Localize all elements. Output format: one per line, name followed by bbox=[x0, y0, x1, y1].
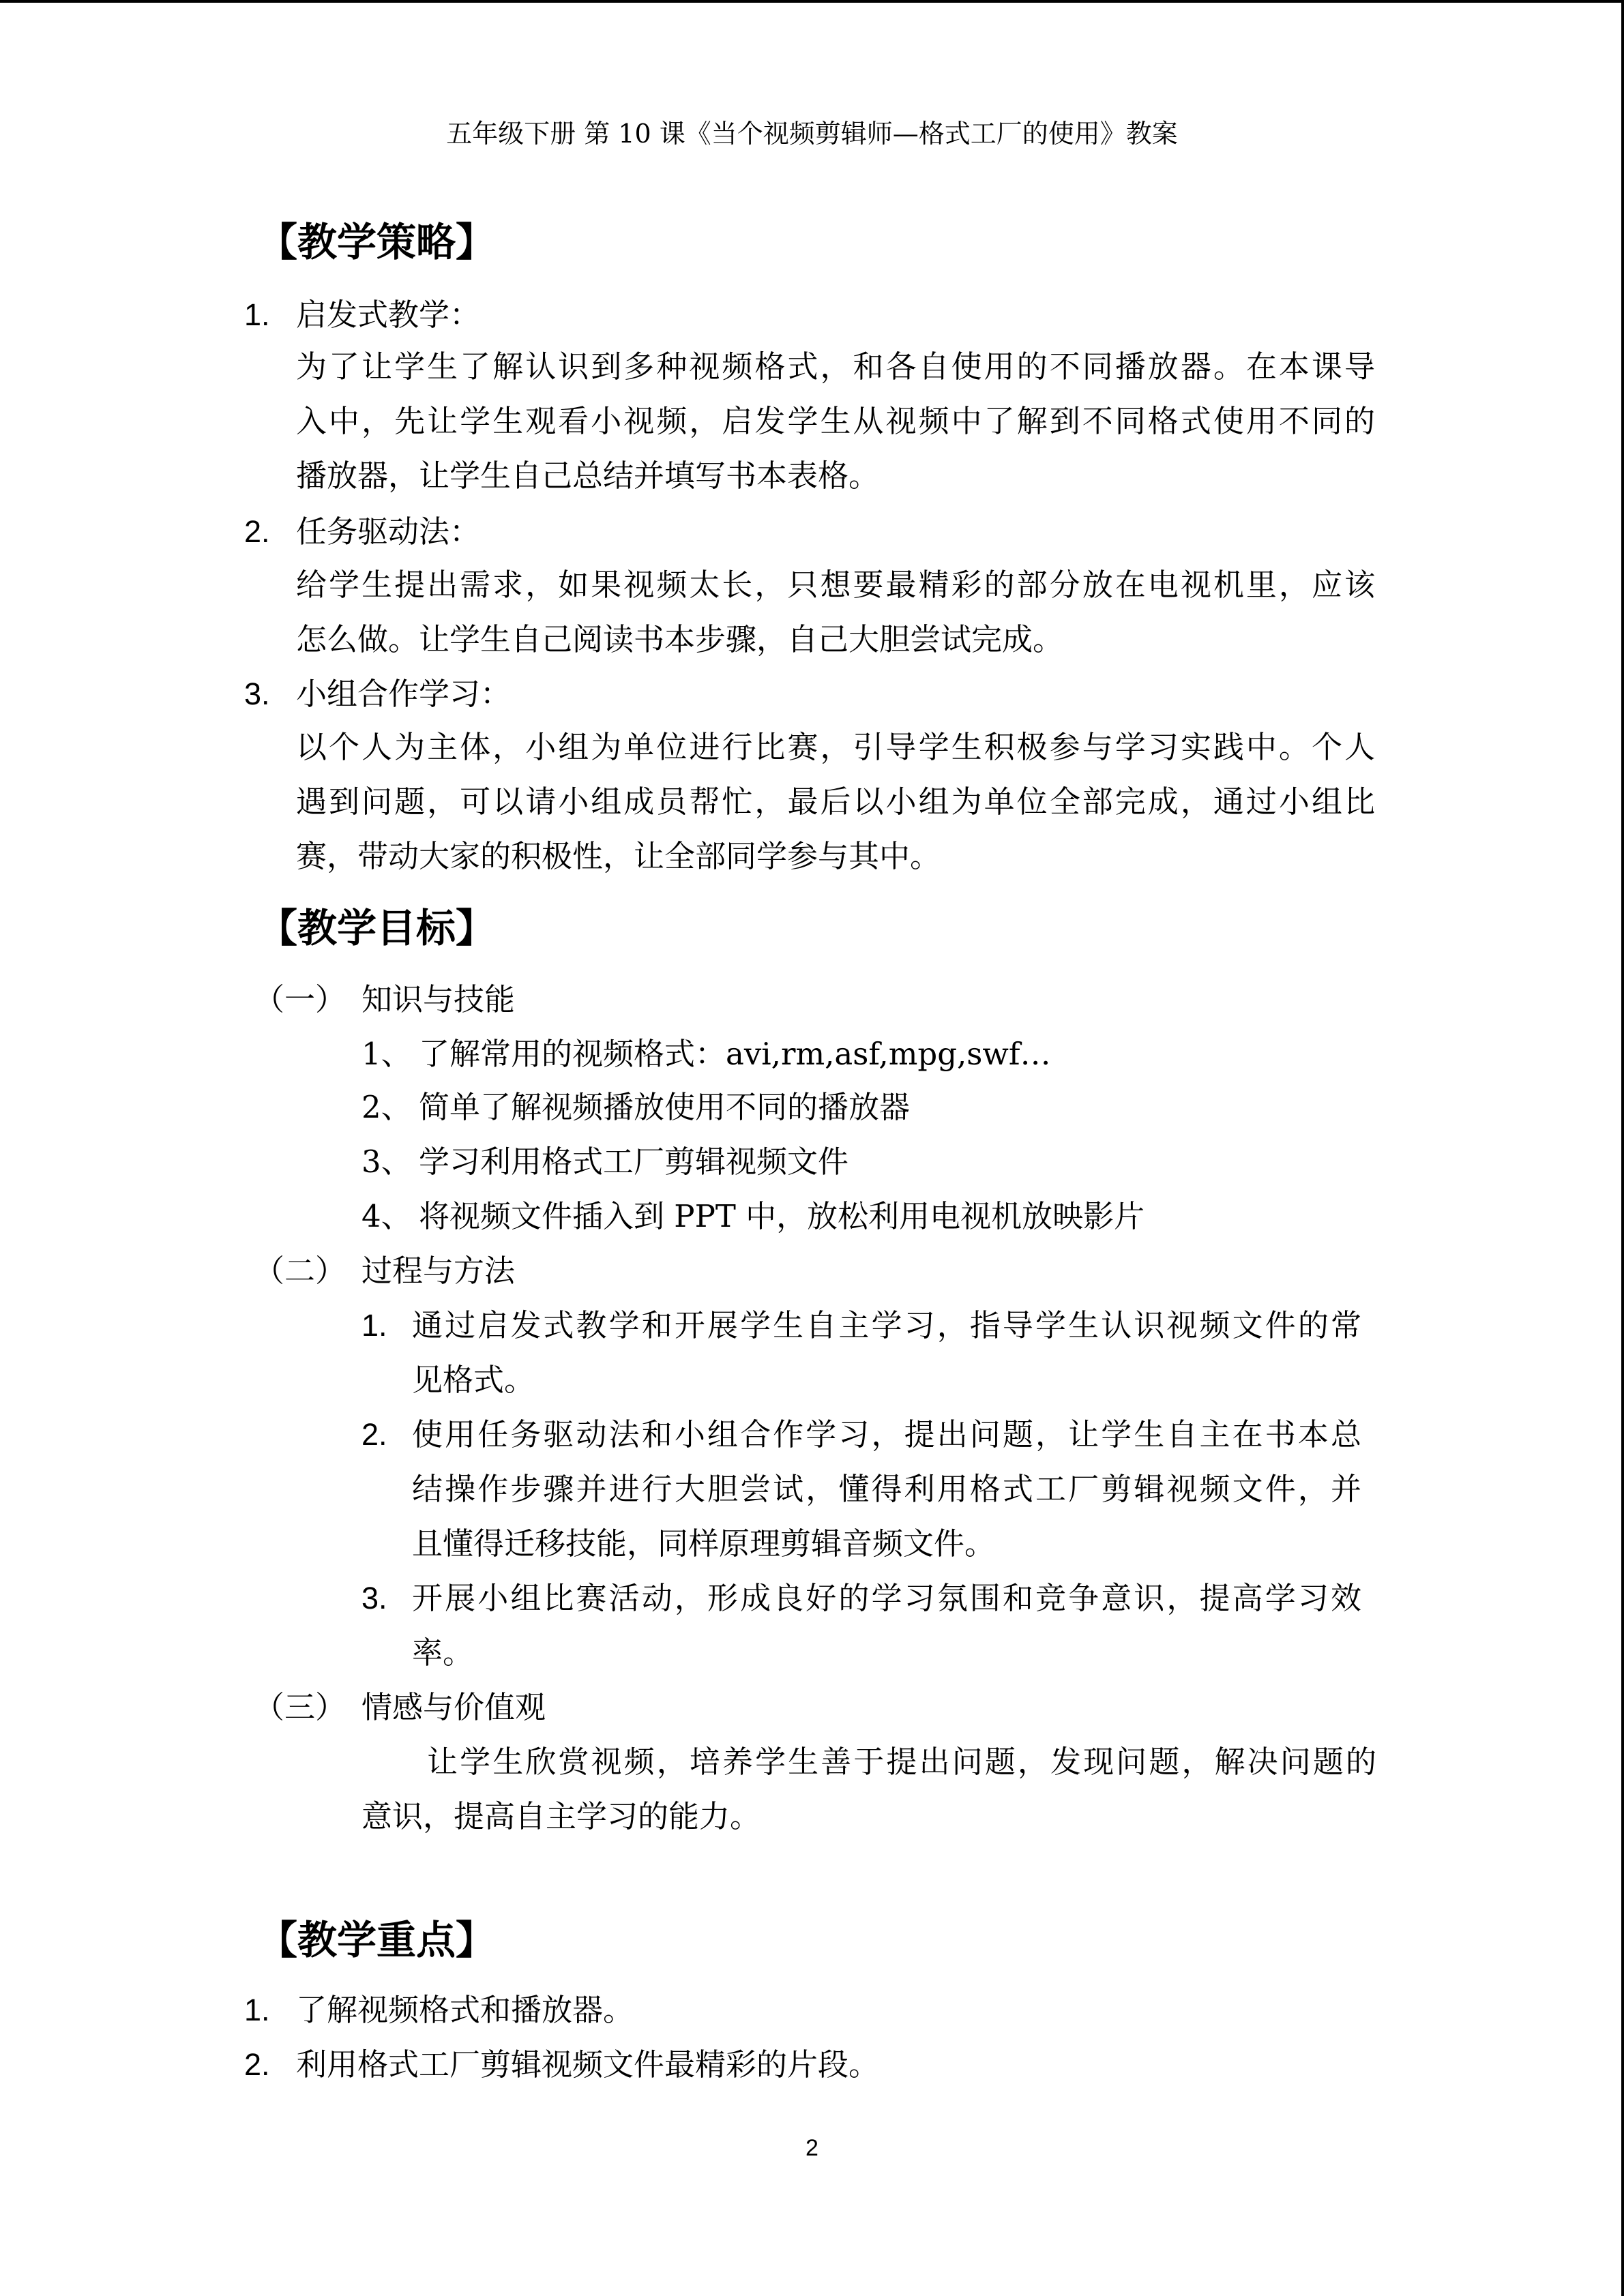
strategy-item-2-line-1: 给学生提出需求，如果视频太长，只想要最精彩的部分放在电视机里，应该 bbox=[296, 567, 1375, 603]
strategy-item-1-line-2: 入中，先让学生观看小视频，启发学生从视频中了解到不同格式使用不同的 bbox=[296, 403, 1375, 439]
process-item-1-number: 1. bbox=[361, 1308, 387, 1343]
strategy-heading: 【教学策略】 bbox=[258, 219, 496, 265]
process-item-2-line-2: 结操作步骤并进行大胆尝试，懂得利用格式工厂剪辑视频文件，并 bbox=[412, 1471, 1361, 1507]
knowledge-item-2-text: 简单了解视频播放使用不同的播放器 bbox=[419, 1089, 911, 1125]
knowledge-item-2-number: 2、 bbox=[361, 1089, 412, 1125]
goals-section-2-number: （二） bbox=[254, 1253, 346, 1289]
knowledge-item-4-number: 4、 bbox=[361, 1198, 412, 1234]
process-item-3-line-1: 开展小组比赛活动，形成良好的学习氛围和竞争意识，提高学习效 bbox=[412, 1580, 1361, 1616]
strategy-item-3-number: 3. bbox=[244, 676, 270, 711]
strategy-item-2-line-2: 怎么做。让学生自己阅读书本步骤，自己大胆尝试完成。 bbox=[296, 621, 1064, 657]
goals-section-1-number: （一） bbox=[254, 981, 346, 1017]
goals-section-3-number: （三） bbox=[254, 1689, 346, 1725]
attitude-line-1: 让学生欣赏视频，培养学生善于提出问题，发现问题，解决问题的 bbox=[427, 1744, 1376, 1780]
goals-section-2-title: 过程与方法 bbox=[361, 1253, 516, 1289]
page-number: 2 bbox=[806, 2135, 818, 2161]
process-item-2-line-1: 使用任务驱动法和小组合作学习，提出问题，让学生自主在书本总 bbox=[412, 1416, 1361, 1452]
goals-heading: 【教学目标】 bbox=[258, 905, 496, 951]
keypoint-2-number: 2. bbox=[244, 2047, 270, 2082]
strategy-item-3-line-1: 以个人为主体，小组为单位进行比赛，引导学生积极参与学习实践中。个人 bbox=[296, 729, 1375, 765]
keypoint-2-text: 利用格式工厂剪辑视频文件最精彩的片段。 bbox=[296, 2046, 880, 2083]
goals-section-1-title: 知识与技能 bbox=[361, 981, 516, 1017]
knowledge-item-4-text: 将视频文件插入到 PPT 中，放松利用电视机放映影片 bbox=[419, 1198, 1145, 1234]
knowledge-item-3-number: 3、 bbox=[361, 1144, 412, 1180]
process-item-1-line-1: 通过启发式教学和开展学生自主学习，指导学生认识视频文件的常 bbox=[412, 1307, 1361, 1343]
strategy-item-1-line-1: 为了让学生了解认识到多种视频格式，和各自使用的不同播放器。在本课导 bbox=[296, 348, 1375, 385]
attitude-line-2: 意识，提高自主学习的能力。 bbox=[361, 1798, 761, 1834]
keypoints-heading: 【教学重点】 bbox=[258, 1917, 496, 1963]
knowledge-item-1-number: 1、 bbox=[361, 1036, 412, 1072]
strategy-item-1-line-3: 播放器，让学生自己总结并填写书本表格。 bbox=[296, 458, 880, 494]
strategy-item-1-title: 启发式教学： bbox=[296, 297, 481, 333]
running-header: 五年级下册 第 10 课《当个视频剪辑师—格式工厂的使用》教案 bbox=[446, 119, 1178, 149]
process-item-1-line-2: 见格式。 bbox=[412, 1362, 535, 1398]
keypoint-1-text: 了解视频格式和播放器。 bbox=[296, 1992, 634, 2028]
page-right-border bbox=[1621, 0, 1624, 2296]
strategy-item-3-title: 小组合作学习： bbox=[296, 676, 512, 712]
process-item-3-line-2: 率。 bbox=[412, 1635, 474, 1671]
strategy-item-2-title: 任务驱动法： bbox=[296, 513, 481, 550]
strategy-item-3-line-2: 遇到问题，可以请小组成员帮忙，最后以小组为单位全部完成，通过小组比 bbox=[296, 784, 1375, 820]
strategy-item-2-number: 2. bbox=[244, 514, 270, 549]
process-item-3-number: 3. bbox=[361, 1581, 387, 1615]
process-item-2-line-3: 且懂得迁移技能，同样原理剪辑音频文件。 bbox=[412, 1525, 996, 1562]
knowledge-item-3-text: 学习利用格式工厂剪辑视频文件 bbox=[419, 1144, 849, 1180]
goals-section-3-title: 情感与价值观 bbox=[361, 1689, 546, 1725]
page-top-border bbox=[0, 0, 1624, 3]
strategy-item-3-line-3: 赛，带动大家的积极性，让全部同学参与其中。 bbox=[296, 838, 941, 874]
process-item-2-number: 2. bbox=[361, 1417, 387, 1452]
keypoint-1-number: 1. bbox=[244, 1993, 270, 2027]
knowledge-item-1-text: 了解常用的视频格式：avi,rm,asf,mpg,swf… bbox=[419, 1036, 1051, 1072]
strategy-item-1-number: 1. bbox=[244, 297, 270, 332]
